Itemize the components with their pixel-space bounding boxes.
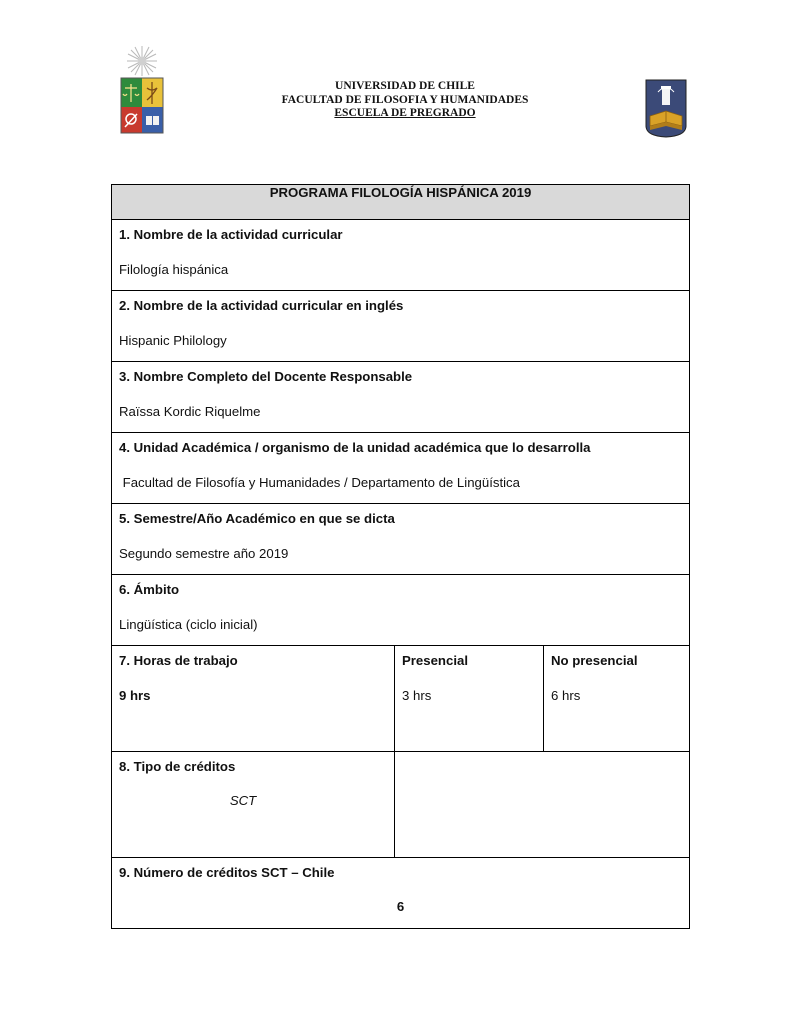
credit-type-row [112, 752, 690, 858]
hours-label: 7. Horas de trabajo [119, 653, 238, 668]
credit-type-empty-cell [395, 752, 690, 858]
section-label: 5. Semestre/Año Académico en que se dicta [119, 511, 395, 526]
credits-value: 6 [396, 899, 405, 914]
crest-icon [116, 44, 168, 136]
credits-cell [112, 858, 690, 929]
section-label: 3. Nombre Completo del Docente Responsable [119, 369, 413, 384]
section-value: Lingüística (ciclo inicial) [119, 617, 258, 632]
section-label: 1. Nombre de la actividad curricular [119, 227, 343, 242]
section-label: 4. Unidad Académica / organismo de la unidad académica que lo desarrolla [119, 440, 591, 455]
presencial-label: Presencial [402, 653, 468, 668]
section-label: 6. Ámbito [119, 582, 180, 597]
section-row [112, 575, 690, 646]
hours-total: 9 hrs [119, 688, 151, 703]
section-label: 2. Nombre de la actividad curricular en inglés [119, 298, 404, 313]
program-table [111, 184, 690, 929]
credit-type-label: 8. Tipo de créditos [119, 759, 236, 774]
faculty-name: FACULTAD DE FILOSOFIA Y HUMANIDADES [281, 93, 529, 106]
section-cell [112, 220, 690, 291]
section-row [112, 291, 690, 362]
hours-total-cell [112, 646, 395, 752]
section-cell [112, 291, 690, 362]
no-presencial-cell [544, 646, 690, 752]
no-presencial-label: No presencial [551, 653, 638, 668]
section-value: Raïssa Kordic Riquelme [119, 404, 261, 419]
university-name: UNIVERSIDAD DE CHILE [335, 80, 475, 92]
universidad-de-chile-logo [116, 44, 168, 136]
section-cell [112, 362, 690, 433]
program-title-row [112, 185, 690, 220]
institution-header [240, 80, 570, 121]
presencial-cell [395, 646, 544, 752]
credit-type-cell [112, 752, 395, 858]
presencial-value: 3 hrs [402, 688, 432, 703]
faculty-emblem-icon [644, 78, 688, 138]
section-row [112, 362, 690, 433]
section-cell [112, 433, 690, 504]
section-row [112, 433, 690, 504]
school-name: ESCUELA DE PREGRADO [334, 107, 476, 119]
section-row [112, 504, 690, 575]
section-cell [112, 504, 690, 575]
credits-row [112, 858, 690, 929]
facultad-logo [644, 78, 688, 138]
section-value: Segundo semestre año 2019 [119, 546, 289, 561]
section-cell [112, 575, 690, 646]
program-title: PROGRAMA FILOLOGÍA HISPÁNICA 2019 [112, 185, 690, 220]
section-value: Facultad de Filosofía y Humanidades / Departamento de Lingüística [119, 475, 520, 490]
hours-row [112, 646, 690, 752]
no-presencial-value: 6 hrs [551, 688, 581, 703]
section-value: Filología hispánica [119, 262, 229, 277]
credit-type-value: SCT [229, 793, 257, 808]
section-value: Hispanic Philology [119, 333, 227, 348]
credits-label: 9. Número de créditos SCT – Chile [119, 865, 335, 880]
section-row [112, 220, 690, 291]
